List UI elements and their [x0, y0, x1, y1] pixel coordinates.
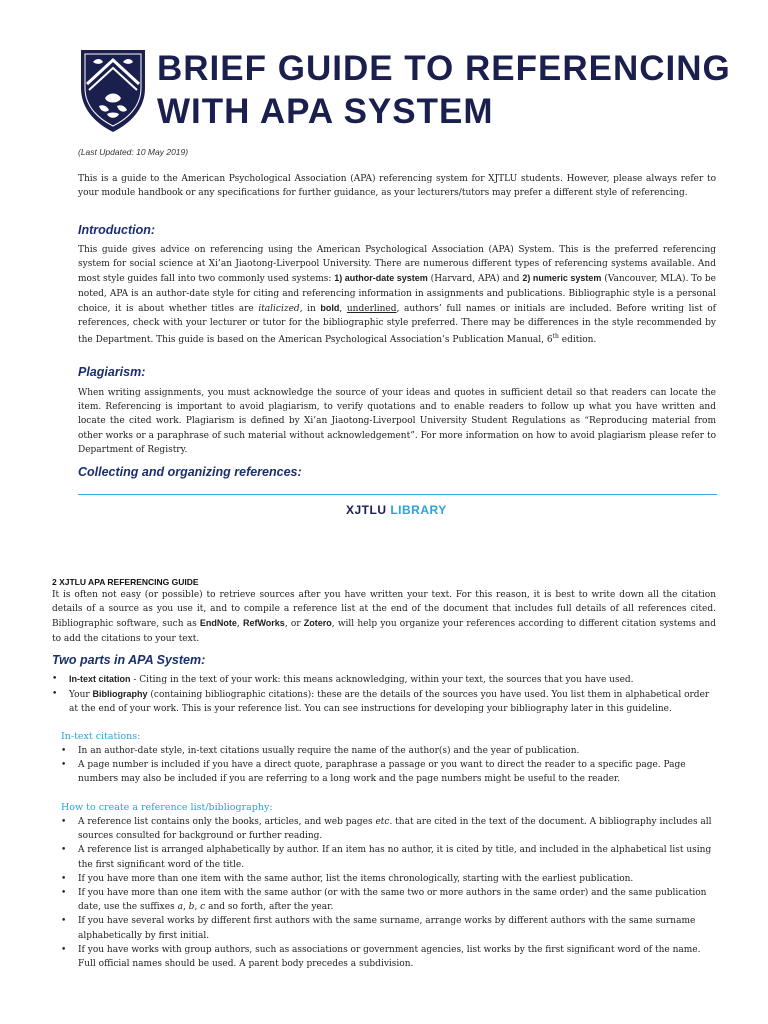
list-item: • If you have works with group authors, such as associations or government agencies, list works by the first significant word of the name. Full official names should be used. A parent body precedes a subdivision.: [61, 943, 716, 971]
software-zotero: Zotero: [303, 618, 332, 629]
list-item-text: (containing bibliographic citations): these are the details of the sources you have used. You list them in alphabetical order at the end of your work. This is your reference list. You can see instructions for developing your bibliography later in this guideline.: [69, 690, 710, 715]
plagiarism-heading: Plagiarism:: [78, 365, 146, 379]
reference-list-heading: How to create a reference list/bibliography:: [61, 802, 273, 813]
edition-sup: th: [552, 333, 559, 341]
suffix-b: b: [188, 902, 195, 913]
list-item-text: If you have more than one item with the same author (or with the same two or more authors in the same order) and the same publication date, use the suffixes: [78, 888, 707, 913]
title-line-1: BRIEF GUIDE TO REFERENCING: [157, 49, 731, 88]
guide-heading: 2 XJTLU APA REFERENCING GUIDE: [52, 577, 199, 587]
library-logo: [346, 503, 447, 517]
library-logo-part2: LIBRARY: [390, 503, 447, 517]
last-updated: (Last Updated: 10 May 2019): [78, 147, 189, 157]
two-parts-list: [52, 672, 716, 717]
list-item-text: A reference list contains only the books, articles, and web pages: [78, 817, 376, 827]
plagiarism-paragraph: When writing assignments, you must acknowledge the source of your ideas and quotes in sufficient detail so that readers can locate the item. Referencing is important to avoid plagiarism, to verify quotations and to enable readers to follow up what you have written and locate the cited work. Plagiarism is defined by Xi’an Jiaotong-Liverpool University Student Regulations as “Reproducing material from other works or a paraphrase of such material without acknowledgement”. For more information on how to avoid plagiarism please refer to Department of Registry.: [78, 388, 716, 455]
section-divider: [78, 494, 717, 495]
guide-text: , will help you organize your references according to different citation systems and to add the citations to your text.: [52, 619, 716, 644]
term-in-text-citation: In-text citation: [69, 674, 131, 684]
title-line-2: WITH APA SYSTEM: [157, 92, 494, 131]
introduction-heading: Introduction:: [78, 223, 156, 237]
list-item: • A page number is included if you have a direct quote, paraphrase a passage or you want to direct the reader to a specific page. Page numbers may also be included if you are referring to a long work and the page numbers might be useful to the reader.: [61, 758, 716, 786]
list-item-text: ,: [182, 902, 189, 913]
reference-list-rules: [61, 815, 716, 971]
two-parts-heading: Two parts in APA System:: [52, 653, 206, 667]
etc-word: etc: [375, 817, 390, 827]
term-numeric: 2) numeric system: [522, 273, 602, 284]
bold-word: bold: [320, 302, 340, 313]
in-text-citations-list: [61, 744, 716, 787]
intro-text: edition.: [558, 335, 597, 346]
list-item: [52, 672, 716, 687]
italicized-word: italicized: [258, 303, 300, 314]
list-item: [61, 815, 716, 843]
list-item-text: Your: [69, 690, 93, 701]
introduction-paragraph: [78, 243, 716, 347]
suffix-a: a: [177, 902, 183, 913]
guide-text: ,: [236, 619, 243, 630]
list-item-text: and so forth, after the year.: [205, 902, 334, 913]
software-refworks: RefWorks: [242, 618, 285, 629]
list-item-text: . that are cited in the text of the document. A bibliography includes all sources consulted for background or further reading.: [78, 817, 712, 842]
intro-text: ,: [339, 303, 347, 314]
software-endnote: EndNote: [199, 618, 237, 629]
university-crest-logo: [79, 48, 147, 134]
guide-text: It is often not easy (or possible) to retrieve sources after you have written your text. For this reason, it is best to write down all the citation details of a source as you use it, and to compile a reference list at the end of the document that includes full details of all references cited. Bibliographic software, such as: [52, 590, 716, 630]
intro-text: , authors’ full names or initials are included. Before writing list of references, check with your lecturer or tutor for the bibliographic style preferred. There may be differences in the style recommended by the Department. This guide is based on the American Psychological Association’s Publication Manual, 6: [78, 303, 716, 346]
list-item: • A reference list is arranged alphabetically by author. If an item has no author, it is cited by title, and included in the alphabetical list using the first significant word of the title.: [61, 843, 716, 871]
intro-paragraph: This is a guide to the American Psychological Association (APA) referencing system for XJTLU students. However, please always refer to your module handbook or any specifications for further guidance, as your lecturers/tutors may prefer a different style of referencing.: [78, 174, 716, 199]
suffix-c: c: [200, 902, 206, 913]
collecting-heading: Collecting and organizing references:: [78, 465, 302, 479]
list-item-text: ,: [194, 902, 201, 913]
list-item: • In an author-date style, in-text citations usually require the name of the author(s) and the year of publication.: [61, 744, 716, 758]
list-item: • If you have several works by different first authors with the same surname, arrange works by different authors with the same surname alphabetically by first initial.: [61, 914, 716, 942]
underlined-word: underlined: [346, 303, 397, 314]
intro-text: , in: [299, 303, 321, 314]
intro-text: This guide gives advice on referencing using the American Psychological Association (APA) System. This is the preferred referencing system for social science at Xi’an Jiaotong-Liverpool University. There are numerous different types of referencing systems available. And most style guides fall into two commonly used systems:: [78, 245, 716, 285]
intro-text: (Harvard, APA) and: [427, 274, 523, 285]
guide-text: , or: [284, 619, 304, 630]
library-logo-part1: XJTLU: [346, 503, 391, 517]
list-item: [52, 687, 716, 716]
intro-text: (Vancouver, MLA). To be noted, APA is an author-date style for citing and referencing information in assignments and publications. Bibliographic style is a personal choice, it is about whether titles are: [78, 274, 716, 314]
guide-paragraph: [52, 588, 716, 646]
list-item: [61, 886, 716, 914]
list-item: • If you have more than one item with the same author, list the items chronologically, starting with the earliest publication.: [61, 872, 716, 886]
term-bibliography: Bibliography: [92, 689, 148, 700]
document-title: [157, 47, 731, 133]
term-author-date: 1) author-date system: [334, 273, 428, 284]
in-text-citations-heading: In-text citations:: [61, 731, 141, 742]
list-item-text: - Citing in the text of your work: this means acknowledging, within your text, the sources that you have used.: [130, 675, 634, 685]
